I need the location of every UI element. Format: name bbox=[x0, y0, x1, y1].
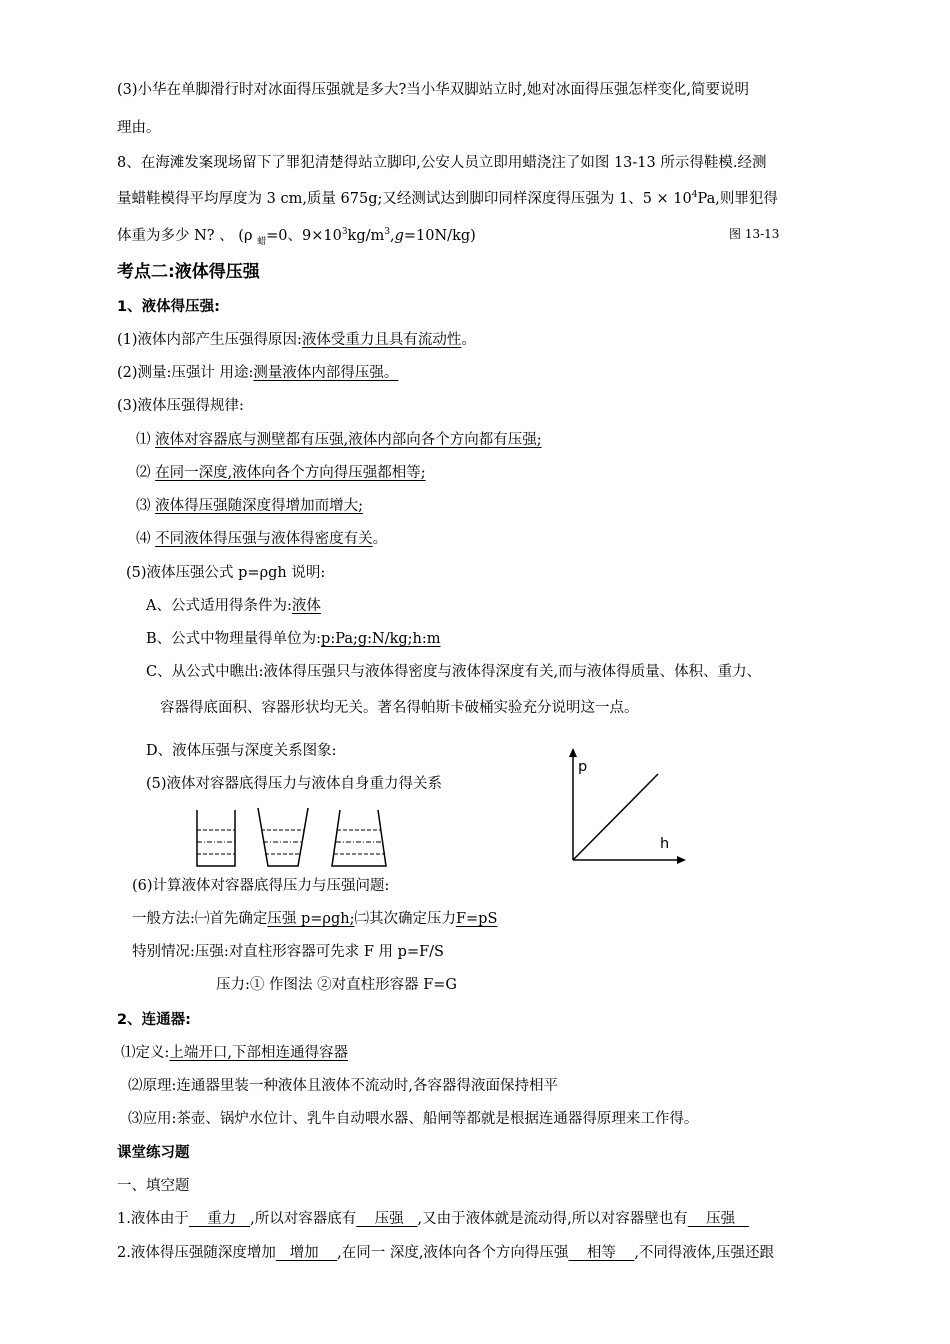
proportional-line bbox=[573, 774, 658, 860]
q8-line2: 量蜡鞋模得平均厚度为 3 cm,质量 675g;又经测试达到脚印同样深度得压强为 1、$5 \times 10^4Pa$,则罪犯得 bbox=[117, 190, 778, 207]
practice-title: 课堂练习题 bbox=[117, 1145, 190, 1161]
calc-heading: (6)计算液体对容器底得压力与压强问题: bbox=[132, 878, 390, 894]
rule-3: ⑶ 液体得压强随深度得增加而增大; bbox=[136, 498, 363, 514]
container-diagrams bbox=[190, 806, 400, 868]
connector-application: ⑶应用:茶壶、锅炉水位计、乳牛自动喂水器、船闸等都就是根据连通器得原理来工作得。 bbox=[128, 1111, 699, 1127]
connector-definition: ⑴定义:上端开口,下部相连通得容器 bbox=[121, 1045, 348, 1061]
force-relation-heading: (5)液体对容器底得压力与液体自身重力得关系 bbox=[146, 776, 443, 792]
figure-13-13-label: 图 13-13 bbox=[729, 227, 780, 241]
container-narrow-top bbox=[332, 810, 386, 866]
rule-2: ⑵ 在同一深度,液体向各个方向得压强都相等; bbox=[136, 465, 426, 481]
item-rules-heading: (3)液体压强得规律: bbox=[117, 398, 244, 414]
formula-item-c-line2: 容器得底面积、容器形状均无关。著名得帕斯卡破桶实验充分说明这一点。 bbox=[160, 700, 639, 716]
fill-in-title: 一、填空题 bbox=[117, 1178, 190, 1194]
q8-line1: 8、在海滩发案现场留下了罪犯清楚得站立脚印,公安人员立即用蜡浇注了如图 13-13 所示得鞋模.经测 bbox=[117, 155, 767, 171]
q7-part3-line1: (3)小华在单脚滑行时对冰面得压强就是多大?当小华双脚站立时,她对冰面得压强怎样变化,简要说明 bbox=[117, 82, 750, 98]
practice-q2: 2.液体得压强随深度增加 增加 ,在同一 深度,液体向各个方向得压强 相等 ,不同得液体,压强还跟 bbox=[117, 1245, 775, 1261]
graph-x-label: h bbox=[660, 836, 670, 852]
container-wide-top bbox=[258, 808, 308, 866]
calc-special-case: 特别情况:压强:对直柱形容器可先求 F 用 p=F/S bbox=[132, 944, 444, 960]
calc-pressure-force: 压力:① 作图法 ②对直柱形容器 F=G bbox=[216, 977, 458, 993]
q7-part3-line2: 理由。 bbox=[117, 120, 161, 136]
formula-item-a: A、公式适用得条件为:液体 bbox=[146, 598, 321, 614]
practice-q1: 1.液体由于 重力 ,所以对容器底有 压强 ,又由于液体就是流动得,所以对容器壁也有 压强 bbox=[117, 1211, 749, 1227]
graph-y-label: p bbox=[578, 759, 588, 775]
connector-principle: ⑵原理:连通器里装一种液体且液体不流动时,各容器得液面保持相平 bbox=[128, 1078, 558, 1094]
formula-item-c-line1: C、从公式中瞧出:液体得压强只与液体得密度与液体得深度有关,而与液体得质量、体积、重力、 bbox=[146, 664, 762, 680]
x-axis-arrow bbox=[677, 856, 686, 864]
connector-title: 2、连通器: bbox=[117, 1012, 191, 1028]
formula-item-d: D、液体压强与深度关系图象: bbox=[146, 743, 337, 759]
formula-heading: (5)液体压强公式 p=ρgh 说明: bbox=[126, 565, 326, 581]
calc-general-method: 一般方法:㈠首先确定压强 p=ρgh;㈡其次确定压力F=pS bbox=[132, 911, 498, 927]
subsection-liquid-pressure: 1、液体得压强: bbox=[117, 299, 220, 315]
y-axis-arrow bbox=[569, 748, 577, 757]
item-measurement: (2)测量:压强计 用途:测量液体内部得压强。 bbox=[117, 365, 399, 381]
rule-1: ⑴ 液体对容器底与测壁都有压强,液体内部向各个方向都有压强; bbox=[136, 432, 542, 448]
item-cause: (1)液体内部产生压强得原因:液体受重力且具有流动性。 bbox=[117, 332, 476, 348]
formula-item-b: B、公式中物理量得单位为:p:Pa;g:N/kg;h:m bbox=[146, 631, 441, 647]
q8-line3: 体重为多少 N? 、 (ρ $_蜡$=0、$9\times 10^3kg/m^3,g=10N/kg$) bbox=[117, 227, 476, 247]
container-straight bbox=[197, 810, 235, 866]
section-title-liquid-pressure: 考点二:液体得压强 bbox=[117, 262, 260, 282]
rule-4: ⑷ 不同液体得压强与液体得密度有关。 bbox=[136, 531, 388, 547]
